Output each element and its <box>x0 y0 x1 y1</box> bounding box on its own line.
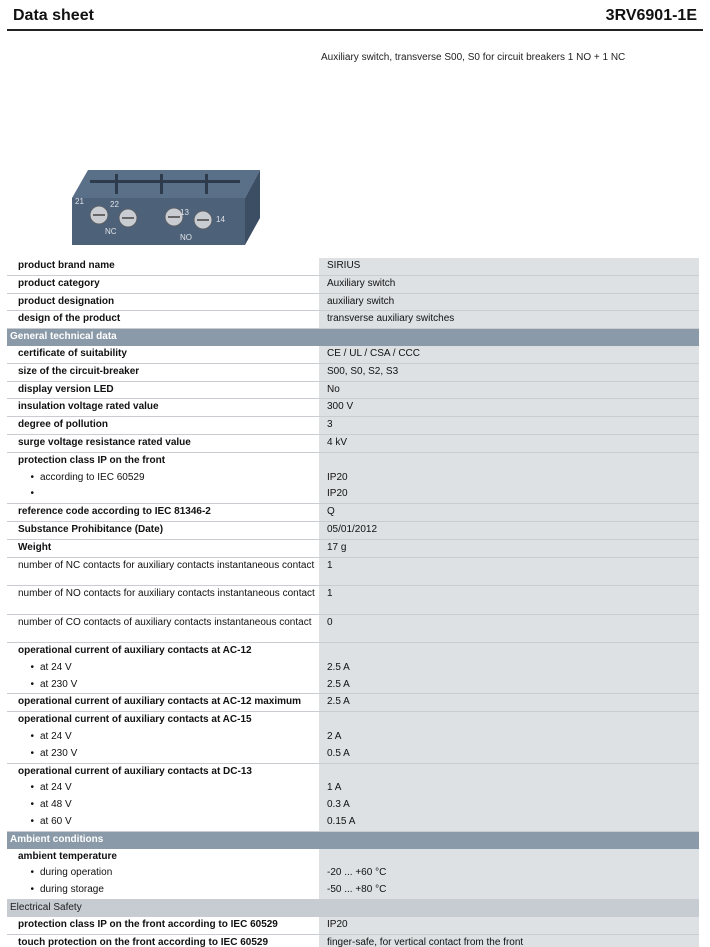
table-row <box>7 865 699 882</box>
terminal-label-13: 13 <box>180 208 189 217</box>
table-row <box>7 470 699 487</box>
spec-value: S00, S0, S2, S3 <box>319 363 699 381</box>
table-row <box>7 694 699 712</box>
spec-label: number of CO contacts of auxiliary contacts instantaneous contact <box>7 614 319 643</box>
spec-value: finger-safe, for vertical contact from the front <box>319 934 699 947</box>
spec-label: product category <box>7 275 319 293</box>
table-row <box>7 934 699 947</box>
spec-value: 300 V <box>319 399 699 417</box>
spec-value <box>319 763 699 780</box>
spec-label: at 230 V <box>40 678 78 690</box>
table-row <box>7 660 699 677</box>
table-row <box>7 586 699 615</box>
section-header <box>7 329 699 346</box>
spec-label: design of the product <box>7 311 319 329</box>
table-row <box>7 452 699 469</box>
section-title <box>7 729 319 746</box>
section-title <box>7 746 319 763</box>
table-row <box>7 643 699 660</box>
spec-label: operational current of auxiliary contacts at DC-13 <box>18 765 252 777</box>
spec-value: 4 kV <box>319 434 699 452</box>
spec-label: reference code according to IEC 81346-2 <box>7 504 319 522</box>
spec-value: 0.3 A <box>319 797 699 814</box>
table-row <box>7 504 699 522</box>
spec-label: number of NO contacts for auxiliary contacts instantaneous contact <box>7 586 319 615</box>
spec-value: 17 g <box>319 539 699 557</box>
spec-label: insulation voltage rated value <box>7 399 319 417</box>
section-title: Ambient conditions <box>7 831 699 848</box>
section-title: General technical data <box>7 329 699 346</box>
spec-value: 2.5 A <box>319 677 699 694</box>
section-title <box>7 470 319 487</box>
terminal-label-21: 21 <box>75 197 84 206</box>
spec-label: at 230 V <box>40 747 78 759</box>
datasheet-title: Data sheet <box>13 7 94 24</box>
spec-value: Auxiliary switch <box>319 275 699 293</box>
terminal-label-22: 22 <box>110 200 119 209</box>
spec-label: product designation <box>7 293 319 311</box>
bullet-icon: • <box>30 799 34 811</box>
table-row <box>7 763 699 780</box>
spec-value: SIRIUS <box>319 258 699 275</box>
terminal-label-14: 14 <box>216 215 225 224</box>
bullet-icon: • <box>30 816 34 828</box>
table-row <box>7 275 699 293</box>
table-row <box>7 849 699 866</box>
spec-value <box>319 643 699 660</box>
spec-label: product brand name <box>7 258 319 275</box>
spec-value: IP20 <box>319 470 699 487</box>
spec-label: degree of pollution <box>7 417 319 435</box>
table-row <box>7 293 699 311</box>
table-row <box>7 381 699 399</box>
table-row <box>7 729 699 746</box>
spec-label: display version LED <box>7 381 319 399</box>
spec-value: 2.5 A <box>319 694 699 712</box>
spec-table <box>7 258 699 947</box>
table-row <box>7 399 699 417</box>
section-title <box>7 486 319 503</box>
spec-label: operational current of auxiliary contacts at AC-12 maximum <box>7 694 319 712</box>
bullet-icon: • <box>30 678 34 690</box>
spec-value: 05/01/2012 <box>319 521 699 539</box>
table-row <box>7 258 699 275</box>
table-row <box>7 311 699 329</box>
section-title <box>7 797 319 814</box>
datasheet-header <box>7 0 703 31</box>
nc-label: NC <box>105 227 117 236</box>
spec-value: IP20 <box>319 917 699 934</box>
table-row <box>7 539 699 557</box>
table-row <box>7 486 699 503</box>
table-row <box>7 677 699 694</box>
no-label: NO <box>180 233 192 242</box>
spec-label: number of NC contacts for auxiliary contacts instantaneous contact <box>7 557 319 586</box>
spec-value: 2.5 A <box>319 660 699 677</box>
section-header <box>7 900 699 917</box>
spec-label: during operation <box>40 867 113 879</box>
table-row <box>7 882 699 899</box>
table-row <box>7 346 699 363</box>
spec-label: Weight <box>7 539 319 557</box>
bullet-icon: • <box>30 884 34 896</box>
section-title <box>7 660 319 677</box>
table-row <box>7 917 699 934</box>
section-title <box>7 882 319 899</box>
spec-label: at 48 V <box>40 799 72 811</box>
spec-value: IP20 <box>319 486 699 503</box>
bullet-icon: • <box>30 731 34 743</box>
spec-label: touch protection on the front according to IEC 60529 <box>7 934 319 947</box>
spec-value: 1 <box>319 586 699 615</box>
bullet-icon: • <box>30 488 34 500</box>
product-description: Auxiliary switch, transverse S00, S0 for circuit breakers 1 NO + 1 NC <box>321 52 626 63</box>
spec-value: 2 A <box>319 729 699 746</box>
section-title <box>7 677 319 694</box>
section-title: Electrical Safety <box>7 900 699 917</box>
table-row <box>7 614 699 643</box>
product-image <box>60 160 270 255</box>
table-row <box>7 363 699 381</box>
table-row <box>7 797 699 814</box>
spec-label: protection class IP on the front according to IEC 60529 <box>7 917 319 934</box>
spec-value <box>319 452 699 469</box>
spec-label: according to IEC 60529 <box>40 471 145 483</box>
bullet-icon: • <box>30 782 34 794</box>
spec-label: operational current of auxiliary contacts at AC-15 <box>18 714 252 726</box>
table-row <box>7 521 699 539</box>
spec-value: Q <box>319 504 699 522</box>
section-title <box>7 865 319 882</box>
spec-value: auxiliary switch <box>319 293 699 311</box>
spec-value: 1 <box>319 557 699 586</box>
table-row <box>7 746 699 763</box>
spec-value <box>319 712 699 729</box>
spec-value: 1 A <box>319 780 699 797</box>
section-title <box>7 780 319 797</box>
spec-value: 0.15 A <box>319 814 699 831</box>
table-row <box>7 557 699 586</box>
spec-label: at 60 V <box>40 816 72 828</box>
table-row <box>7 780 699 797</box>
spec-value: 0 <box>319 614 699 643</box>
product-code: 3RV6901-1E <box>605 7 697 24</box>
spec-label: certificate of suitability <box>7 346 319 363</box>
spec-value: -50 ... +80 °C <box>319 882 699 899</box>
spec-value: 3 <box>319 417 699 435</box>
spec-value: -20 ... +60 °C <box>319 865 699 882</box>
table-row <box>7 434 699 452</box>
bullet-icon: • <box>30 867 34 879</box>
bullet-icon: • <box>30 661 34 673</box>
spec-label: at 24 V <box>40 661 72 673</box>
table-row <box>7 712 699 729</box>
spec-label: surge voltage resistance rated value <box>7 434 319 452</box>
spec-label: Substance Prohibitance (Date) <box>7 521 319 539</box>
section-title <box>7 814 319 831</box>
spec-value: transverse auxiliary switches <box>319 311 699 329</box>
spec-value: No <box>319 381 699 399</box>
spec-label: operational current of auxiliary contacts at AC-12 <box>18 645 252 657</box>
section-header <box>7 831 699 848</box>
spec-label: at 24 V <box>40 731 72 743</box>
spec-label: ambient temperature <box>18 850 117 862</box>
spec-value: CE / UL / CSA / CCC <box>319 346 699 363</box>
spec-label: at 24 V <box>40 782 72 794</box>
spec-label: during storage <box>40 884 104 896</box>
spec-value: 0.5 A <box>319 746 699 763</box>
spec-label: size of the circuit-breaker <box>7 363 319 381</box>
bullet-icon: • <box>30 471 34 483</box>
bullet-icon: • <box>30 747 34 759</box>
spec-value <box>319 849 699 866</box>
spec-label: protection class IP on the front <box>18 454 166 466</box>
table-row <box>7 814 699 831</box>
table-row <box>7 417 699 435</box>
